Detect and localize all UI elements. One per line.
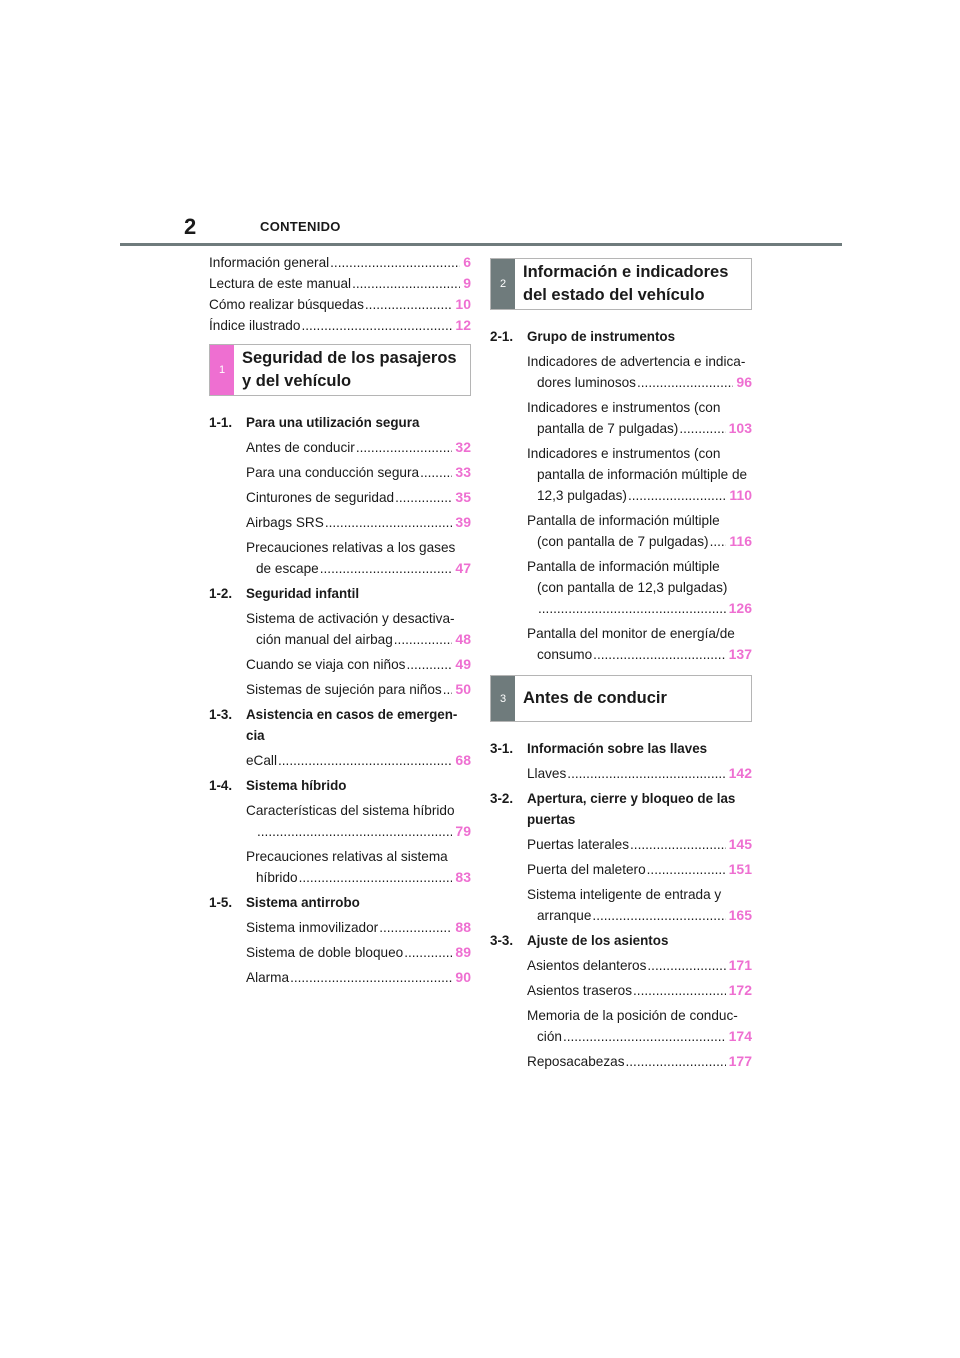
- entry-page[interactable]: 174: [728, 1028, 752, 1044]
- toc-entry[interactable]: [490, 1005, 752, 1047]
- section-1-3: [209, 704, 471, 771]
- section-number: 3-2.: [490, 791, 514, 806]
- entry-title: ción: [537, 1029, 562, 1044]
- entry-title: Cinturones de seguridad: [246, 490, 395, 505]
- page-number: 2: [184, 214, 197, 239]
- chapter-number: 3: [491, 676, 515, 721]
- entry-title: Sistemas de sujeción para niños: [246, 682, 442, 697]
- header-rule: [120, 243, 842, 246]
- toc-entry[interactable]: [209, 942, 471, 963]
- toc-entry[interactable]: [209, 294, 471, 315]
- entry-title-line: Precauciones relativas al sistema: [246, 849, 448, 864]
- toc-entry[interactable]: [490, 834, 752, 855]
- entry-title: arranque: [537, 908, 592, 923]
- entry-page[interactable]: 145: [728, 836, 752, 852]
- chapter-title: Antes de conducir: [523, 689, 667, 707]
- toc-right-column: [490, 252, 752, 1076]
- entry-title: (con pantalla de 7 pulgadas): [537, 534, 709, 549]
- entry-title: Asientos traseros: [527, 983, 633, 998]
- section-heading: [209, 892, 471, 913]
- toc-entry[interactable]: [490, 443, 752, 506]
- toc-entry[interactable]: [490, 556, 752, 619]
- toc-entry[interactable]: [490, 980, 752, 1001]
- chapter-title-line: Seguridad de los pasajeros: [242, 349, 457, 367]
- toc-entry[interactable]: [209, 800, 471, 842]
- entry-title: Sistema de doble bloqueo: [246, 945, 404, 960]
- toc-entry[interactable]: [209, 608, 471, 650]
- toc-left-column: [209, 252, 471, 992]
- section-number: 1-1.: [209, 415, 233, 430]
- entry-title-line: Indicadores e instrumentos (con: [527, 446, 721, 461]
- section-2-1: [490, 326, 752, 665]
- entry-title-line: Pantalla de información múltiple: [527, 559, 720, 574]
- entry-title-line: (con pantalla de 12,3 pulgadas): [537, 580, 728, 595]
- entry-page[interactable]: 165: [728, 907, 752, 923]
- chapter-title: [234, 345, 470, 395]
- toc-entry[interactable]: [209, 679, 471, 700]
- entry-title-line: Sistema inteligente de entrada y: [527, 887, 722, 902]
- section-number: 3-1.: [490, 741, 514, 756]
- entry-page[interactable]: 79: [455, 823, 471, 839]
- entry-title: Antes de conducir: [246, 440, 355, 455]
- entry-page[interactable]: 96: [736, 374, 752, 390]
- toc-entry[interactable]: [490, 884, 752, 926]
- section-title-line: Asistencia en casos de emergen-: [246, 707, 458, 722]
- section-title: Sistema híbrido: [246, 778, 347, 793]
- entry-page[interactable]: 47: [455, 560, 471, 576]
- entry-title: Sistema inmovilizador: [246, 920, 379, 935]
- entry-title: Para una conducción segura: [246, 465, 420, 480]
- entry-page[interactable]: 171: [728, 957, 752, 973]
- entry-page[interactable]: 50: [455, 681, 471, 697]
- section-title: Grupo de instrumentos: [527, 329, 676, 344]
- chapter-number: 1: [210, 345, 234, 395]
- entry-title-line: Características del sistema híbrido: [246, 803, 455, 818]
- toc-entry[interactable]: [209, 750, 471, 771]
- toc-entry[interactable]: [209, 537, 471, 579]
- section-number: 2-1.: [490, 329, 514, 344]
- entry-title: Puerta del maletero: [527, 862, 646, 877]
- toc-entry[interactable]: [209, 315, 471, 336]
- entry-page[interactable]: 12: [455, 317, 471, 333]
- entry-title: ción manual del airbag: [256, 632, 393, 647]
- entry-title: 12,3 pulgadas): [537, 488, 627, 503]
- toc-entry[interactable]: [209, 967, 471, 988]
- entry-page[interactable]: 103: [728, 420, 752, 436]
- section-title: Ajuste de los asientos: [527, 933, 669, 948]
- section-title-line: cia: [246, 728, 265, 743]
- entry-page[interactable]: 10: [455, 296, 471, 312]
- entry-title: pantalla de 7 pulgadas): [537, 421, 679, 436]
- entry-page[interactable]: 126: [728, 600, 752, 616]
- section-title-line: Apertura, cierre y bloqueo de las: [527, 791, 736, 806]
- toc-entry[interactable]: [490, 510, 752, 552]
- entry-title: dores luminosos: [537, 375, 636, 390]
- toc-entry[interactable]: [209, 437, 471, 458]
- entry-title: Información general: [209, 255, 330, 270]
- chapter-title-line: Información e indicadores: [523, 263, 729, 281]
- entry-title-line: Memoria de la posición de conduc-: [527, 1008, 738, 1023]
- chapter-title-line: del estado del vehículo: [523, 286, 705, 304]
- toc-entry[interactable]: [209, 273, 471, 294]
- entry-page[interactable]: 32: [455, 439, 471, 455]
- section-title: Información sobre las llaves: [527, 741, 708, 756]
- entry-page[interactable]: 110: [729, 487, 752, 503]
- entry-title: Cómo realizar búsquedas: [209, 297, 364, 312]
- section-3-1: [490, 738, 752, 784]
- section-title: [246, 704, 471, 746]
- entry-title: Airbags SRS: [246, 515, 324, 530]
- entry-page[interactable]: 177: [728, 1053, 752, 1069]
- chapter-number: 2: [491, 259, 515, 309]
- entry-page[interactable]: 33: [455, 464, 471, 480]
- entry-page[interactable]: 39: [455, 514, 471, 530]
- entry-title-line: Sistema de activación y desactiva-: [246, 611, 455, 626]
- entry-title: consumo: [537, 647, 593, 662]
- chapter-title-line: y del vehículo: [242, 372, 352, 390]
- entry-page[interactable]: 90: [455, 969, 471, 985]
- section-1-5: [209, 892, 471, 988]
- toc-entry[interactable]: [490, 351, 752, 393]
- section-1-2: [209, 583, 471, 700]
- entry-page[interactable]: 83: [455, 869, 471, 885]
- chapter-box-1: [209, 344, 471, 396]
- toc-entry[interactable]: [490, 397, 752, 439]
- entry-title: Cuando se viaja con niños: [246, 657, 406, 672]
- entry-title: híbrido: [256, 870, 298, 885]
- chapter-box-3: [490, 675, 752, 722]
- toc-entry[interactable]: [490, 623, 752, 665]
- toc-entry[interactable]: [209, 487, 471, 508]
- toc-entry[interactable]: [209, 512, 471, 533]
- toc-entry[interactable]: [490, 955, 752, 976]
- entry-page[interactable]: 6: [463, 254, 471, 270]
- entry-title: Alarma: [246, 970, 290, 985]
- section-1-1: [209, 412, 471, 579]
- section-heading: [209, 775, 471, 796]
- entry-title: de escape: [256, 561, 319, 576]
- toc-entry[interactable]: [209, 846, 471, 888]
- entry-title-line: Pantalla del monitor de energía/de: [527, 626, 735, 641]
- section-heading: [209, 704, 471, 746]
- entry-title: Índice ilustrado: [209, 318, 301, 333]
- toc-entry[interactable]: [209, 917, 471, 938]
- toc-entry[interactable]: [209, 654, 471, 675]
- entry-title: Reposacabezas: [527, 1054, 625, 1069]
- section-title: Sistema antirrobo: [246, 895, 360, 910]
- section-number: 1-2.: [209, 586, 233, 601]
- section-title: Para una utilización segura: [246, 415, 420, 430]
- entry-page[interactable]: 88: [455, 919, 471, 935]
- section-number: 1-3.: [209, 707, 233, 722]
- section-heading: [209, 583, 471, 604]
- entry-title-line: Indicadores e instrumentos (con: [527, 400, 721, 415]
- section-title: Seguridad infantil: [246, 586, 360, 601]
- entry-title: Llaves: [527, 766, 567, 781]
- entry-page[interactable]: 89: [455, 944, 471, 960]
- section-heading: [490, 930, 752, 951]
- entry-title-line: Indicadores de advertencia e indica-: [527, 354, 746, 369]
- section-1-4: [209, 775, 471, 888]
- entry-title: eCall: [246, 753, 277, 768]
- toc-entry[interactable]: [209, 462, 471, 483]
- entry-page[interactable]: 48: [455, 631, 471, 647]
- entry-title: Asientos delanteros: [527, 958, 647, 973]
- section-title-line: puertas: [527, 812, 576, 827]
- entry-page[interactable]: 35: [455, 489, 471, 505]
- header-title: CONTENIDO: [260, 219, 341, 234]
- entry-title: Puertas laterales: [527, 837, 630, 852]
- toc-entry[interactable]: [209, 252, 471, 273]
- section-3-2: [490, 788, 752, 926]
- section-title: [527, 788, 752, 830]
- section-number: 3-3.: [490, 933, 514, 948]
- entry-page[interactable]: 116: [729, 533, 752, 549]
- section-heading: [490, 326, 752, 347]
- chapter-title: [515, 259, 751, 309]
- section-3-3: [490, 930, 752, 1072]
- entry-page[interactable]: 151: [728, 861, 752, 877]
- entry-title-line: Precauciones relativas a los gases: [246, 540, 456, 555]
- entry-page[interactable]: 172: [728, 982, 752, 998]
- chapter-box-2: [490, 258, 752, 310]
- section-number: 1-5.: [209, 895, 233, 910]
- section-heading: [490, 738, 752, 759]
- toc-entry[interactable]: [490, 763, 752, 784]
- toc-entry[interactable]: [490, 859, 752, 880]
- entry-page[interactable]: 49: [455, 656, 471, 672]
- toc-entry[interactable]: [490, 1051, 752, 1072]
- entry-title-line: Pantalla de información múltiple: [527, 513, 720, 528]
- section-heading: [490, 788, 752, 830]
- section-heading: [209, 412, 471, 433]
- entry-page[interactable]: 9: [463, 275, 471, 291]
- entry-page[interactable]: 68: [455, 752, 471, 768]
- entry-title-line: pantalla de información múltiple de: [537, 467, 748, 482]
- entry-title: Lectura de este manual: [209, 276, 352, 291]
- section-number: 1-4.: [209, 778, 233, 793]
- entry-page[interactable]: 137: [728, 646, 752, 662]
- entry-page[interactable]: 142: [728, 765, 752, 781]
